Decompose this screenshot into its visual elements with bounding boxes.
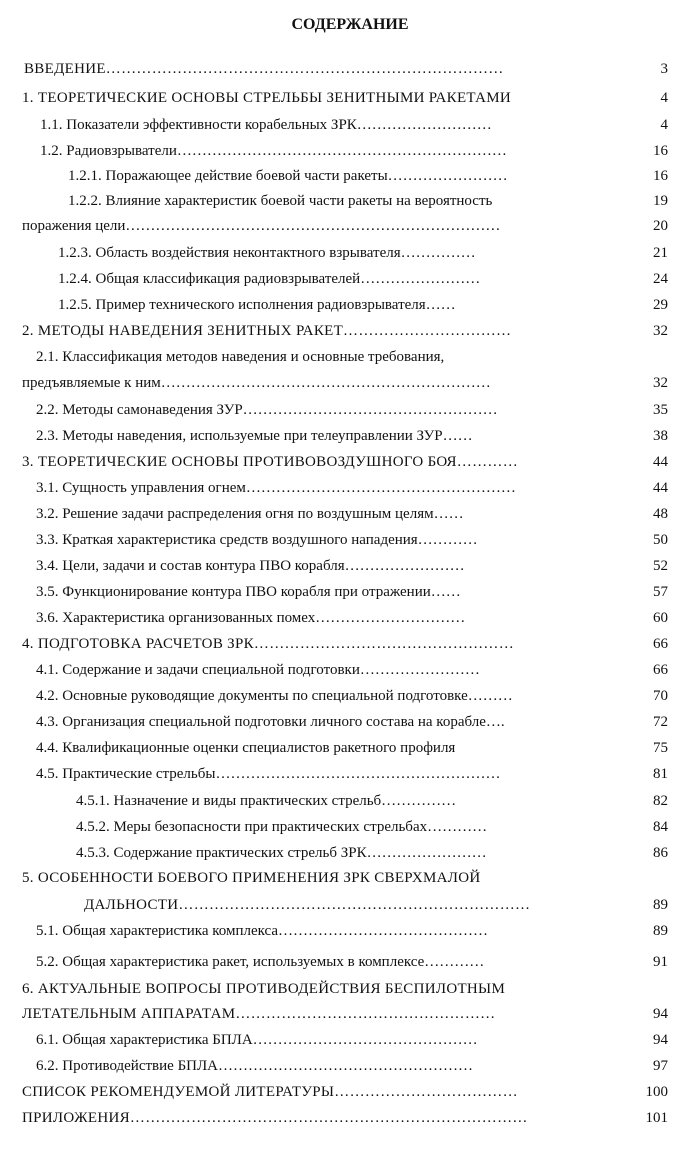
toc-entry-page: 57 xyxy=(653,584,668,600)
toc-entry-page: 32 xyxy=(653,323,668,339)
toc-entry-text: 1.2.4. Общая классификация радиовзрывателей…………………… xyxy=(58,271,481,287)
toc-entry-text: 1.2.1. Поражающее действие боевой части ракеты…………………… xyxy=(68,168,508,184)
toc-entry-page: 84 xyxy=(653,819,668,835)
toc-entry-page: 97 xyxy=(653,1058,668,1074)
toc-entry-page: 82 xyxy=(653,793,668,809)
toc-entry-text: поражения цели………………………………………………………………… xyxy=(22,218,501,234)
toc-entry-text: 6.1. Общая характеристика БПЛА……………………………………… xyxy=(36,1032,478,1048)
toc-entry-text: 4.5.3. Содержание практических стрельб ЗРК…………………… xyxy=(76,845,487,861)
toc-entry-page: 48 xyxy=(653,506,668,522)
toc-entry-page: 81 xyxy=(653,766,668,782)
toc-entry-text: 4.5.1. Назначение и виды практических стрельб…………… xyxy=(76,793,457,809)
page-title: СОДЕРЖАНИЕ xyxy=(291,16,409,33)
toc-entry-text: 3.4. Цели, задачи и состав контура ПВО корабля…………………… xyxy=(36,558,465,574)
toc-entry-page: 44 xyxy=(653,454,668,470)
toc-entry-text: ЛЕТАТЕЛЬНЫМ АППАРАТАМ…………………………………………… xyxy=(22,1006,496,1022)
toc-entry-page: 72 xyxy=(653,714,668,730)
toc-entry-text: 4.2. Основные руководящие документы по специальной подготовке……… xyxy=(36,688,513,704)
toc-entry-text: 4. ПОДГОТОВКА РАСЧЕТОВ ЗРК…………………………………………… xyxy=(22,636,515,652)
toc-entry-text: 1.1. Показатели эффективности корабельных ЗРК……………………… xyxy=(40,117,492,133)
toc-entry-text: 6.2. Противодействие БПЛА…………………………………………… xyxy=(36,1058,474,1074)
toc-entry-page: 24 xyxy=(653,271,668,287)
toc-entry-page: 29 xyxy=(653,297,668,313)
toc-entry-text: 1.2.5. Пример технического исполнения радиовзрывателя…… xyxy=(58,297,456,313)
toc-entry-page: 86 xyxy=(653,845,668,861)
toc-entry-text: 1.2.3. Область воздействия неконтактного взрывателя…………… xyxy=(58,245,476,261)
toc-entry-text: 5.1. Общая характеристика комплекса…………………………………… xyxy=(36,923,489,939)
toc-entry-text: ВВЕДЕНИЕ…………………………………………………………………… xyxy=(24,61,504,77)
toc-entry-text: ДАЛЬНОСТИ…………………………………………………………… xyxy=(84,897,531,913)
toc-entry-page: 91 xyxy=(653,954,668,970)
toc-entry-text: 2.2. Методы самонаведения ЗУР…………………………………………… xyxy=(36,402,498,418)
toc-entry-page: 20 xyxy=(653,218,668,234)
toc-entry-page: 44 xyxy=(653,480,668,496)
toc-entry-text: 2. МЕТОДЫ НАВЕДЕНИЯ ЗЕНИТНЫХ РАКЕТ…………………………… xyxy=(22,323,512,339)
toc-entry-text: 2.1. Классификация методов наведения и основные требования, xyxy=(36,349,445,365)
toc-entry-page: 4 xyxy=(660,90,668,106)
toc-entry-page: 101 xyxy=(645,1110,668,1126)
toc-entry-page: 94 xyxy=(653,1006,668,1022)
toc-entry-text: 3.2. Решение задачи распределения огня по воздушным целям…… xyxy=(36,506,464,522)
toc-entry-page: 70 xyxy=(653,688,668,704)
toc-entry-text: 5.2. Общая характеристика ракет, используемых в комплексе………… xyxy=(36,954,485,970)
toc-entry-text: 3.5. Функционирование контура ПВО корабля при отражении…… xyxy=(36,584,461,600)
toc-entry-text: 4.5. Практические стрельбы………………………………………………… xyxy=(36,766,501,782)
toc-entry-page: 21 xyxy=(653,245,668,261)
toc-entry-text: 3.1. Сущность управления огнем……………………………………………… xyxy=(36,480,516,496)
toc-entry-page: 19 xyxy=(653,193,668,209)
toc-entry-text: 3.6. Характеристика организованных помех………………………… xyxy=(36,610,466,626)
toc-entry-page: 35 xyxy=(653,402,668,418)
toc-entry-text: 3.3. Краткая характеристика средств воздушного нападения………… xyxy=(36,532,478,548)
toc-entry-text: 3. ТЕОРЕТИЧЕСКИЕ ОСНОВЫ ПРОТИВОВОЗДУШНОГО БОЯ………… xyxy=(22,454,518,470)
toc-entry-page: 4 xyxy=(660,117,668,133)
toc-entry-text: 4.3. Организация специальной подготовки личного состава на корабле…. xyxy=(36,714,505,730)
toc-entry-text: 4.4. Квалификационные оценки специалистов ракетного профиля xyxy=(36,740,456,756)
toc-entry-text: 1.2. Радиовзрыватели………………………………………………………… xyxy=(40,143,507,159)
toc-entry-page: 16 xyxy=(653,143,668,159)
toc-entry-page: 38 xyxy=(653,428,668,444)
toc-entry-page: 50 xyxy=(653,532,668,548)
toc-entry-text: ПРИЛОЖЕНИЯ…………………………………………………………………… xyxy=(22,1110,528,1126)
toc-entry-page: 89 xyxy=(653,923,668,939)
toc-entry-text: 2.3. Методы наведения, используемые при телеуправлении ЗУР…… xyxy=(36,428,473,444)
toc-entry-text: СПИСОК РЕКОМЕНДУЕМОЙ ЛИТЕРАТУРЫ……………………………… xyxy=(22,1084,518,1100)
toc-entry-text: 1. ТЕОРЕТИЧЕСКИЕ ОСНОВЫ СТРЕЛЬБЫ ЗЕНИТНЫМИ РАКЕТАМИ xyxy=(22,90,512,106)
toc-entry-page: 66 xyxy=(653,636,668,652)
toc-entry-page: 52 xyxy=(653,558,668,574)
toc-entry-text: предъявляемые к ним………………………………………………………… xyxy=(22,375,491,391)
toc-entry-page: 60 xyxy=(653,610,668,626)
toc-entry-page: 89 xyxy=(653,897,668,913)
toc-entry-text: 5. ОСОБЕННОСТИ БОЕВОГО ПРИМЕНЕНИЯ ЗРК СВЕРХМАЛОЙ xyxy=(22,870,481,886)
toc-entry-page: 32 xyxy=(653,375,668,391)
toc-entry-page: 3 xyxy=(660,61,668,77)
toc-entry-text: 4.1. Содержание и задачи специальной подготовки…………………… xyxy=(36,662,480,678)
toc-entry-page: 94 xyxy=(653,1032,668,1048)
toc-entry-text: 6. АКТУАЛЬНЫЕ ВОПРОСЫ ПРОТИВОДЕЙСТВИЯ БЕСПИЛОТНЫМ xyxy=(22,981,506,997)
toc-entry-text: 4.5.2. Меры безопасности при практических стрельбах………… xyxy=(76,819,488,835)
toc-entry-page: 75 xyxy=(653,740,668,756)
toc-entry-page: 16 xyxy=(653,168,668,184)
toc-entry-text: 1.2.2. Влияние характеристик боевой части ракеты на вероятность xyxy=(68,193,493,209)
toc-entry-page: 100 xyxy=(645,1084,668,1100)
toc-entry-page: 66 xyxy=(653,662,668,678)
